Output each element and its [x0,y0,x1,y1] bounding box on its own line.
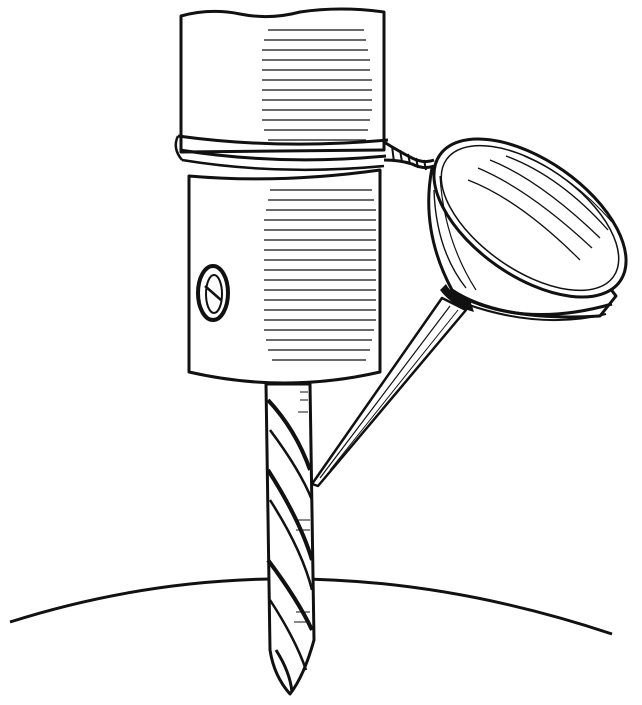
oil-cup [407,107,642,328]
set-screw [198,266,228,320]
spindle [181,9,384,152]
drill-bit [266,384,314,694]
